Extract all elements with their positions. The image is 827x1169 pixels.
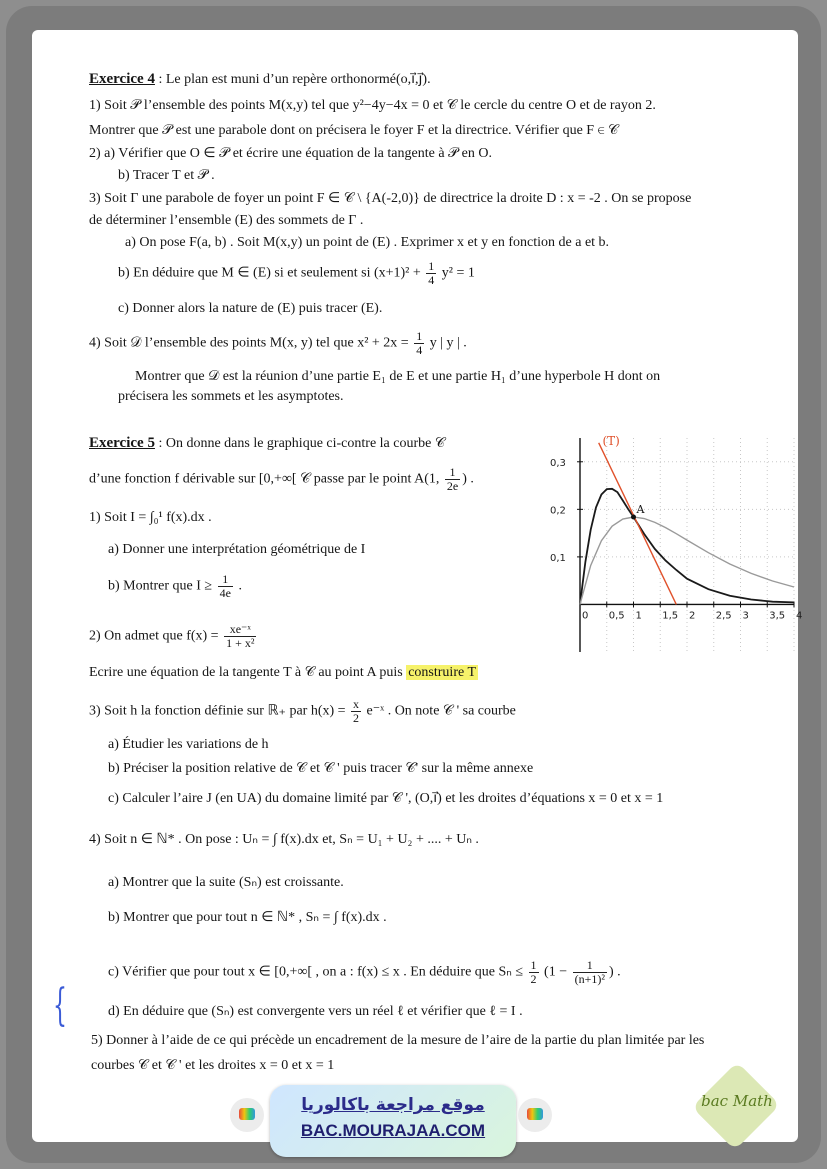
ex4-line-11: Montrer que 𝒟 est la réunion d’une partie E₁ de E et une partie H₁ d’une hyperbole H dont on [135, 369, 661, 384]
ex5-line-8: a) Étudier les variations de h [108, 737, 269, 752]
fraction [218, 573, 233, 600]
ex5-line-1 [89, 466, 474, 493]
ex5-line-6 [89, 664, 478, 682]
fraction [414, 330, 424, 357]
point-a-label: A [636, 502, 645, 516]
ex5-line-15: d) En déduire que (Sₙ) est convergente vers un réel ℓ et vérifier que ℓ = I . [108, 1004, 523, 1019]
ex5-line-14-end: ) . [608, 964, 621, 980]
ex5-line-4-text: b) Montrer que I ≥ [108, 578, 216, 594]
fraction-num: 1 [428, 259, 435, 273]
ex5-line-1-text: d’une fonction f dérivable sur [0,+∞[ 𝒞 passe par le point A(1, [89, 471, 443, 487]
ex4-line-6: de déterminer l’ensemble (E) des sommets de Γ . [89, 213, 364, 228]
fraction-num: 1 [416, 329, 423, 343]
ex5-line-4-end: . [234, 578, 242, 594]
fraction [529, 959, 539, 986]
y-tick-label: 0,3 [550, 457, 566, 469]
ex4-line-8 [118, 260, 475, 287]
site-url[interactable]: BAC.MOURAJAA.COM [300, 1121, 486, 1140]
ex5-line-14-text: c) Vérifier que pour tout x ∈ [0,+∞[ , on a : f(x) ≤ x . En déduire que Sₙ ≤ [108, 964, 527, 980]
ex4-line-8-text: b) En déduire que M ∈ (E) si et seulement si (x+1)² + [118, 265, 425, 281]
x-tick-label: 2,5 [715, 610, 732, 622]
ex4-line-2: Montrer que 𝒫 est une parabole dont on précisera le foyer F et la directrice. Vérifier que F ∈ 𝒞 [89, 123, 619, 138]
ex4-line-10-end: y | y | . [426, 335, 467, 351]
ex4-line-8-end: y² = 1 [438, 265, 475, 281]
ex5-line-2: 1) Soit I = ∫₀¹ f(x).dx . [89, 510, 212, 525]
site-logo-left [230, 1098, 264, 1132]
fraction-num: x [353, 697, 360, 711]
ex5-heading [89, 434, 445, 453]
fraction [426, 260, 436, 287]
point-a [631, 514, 636, 519]
ex5-line-5 [89, 623, 258, 650]
ex4-line-10-text: 4) Soit 𝒟 l’ensemble des points M(x, y) tel que x² + 2x = [89, 335, 413, 351]
x-tick-label: 3 [742, 610, 749, 622]
fraction-den: 1 + x² [226, 636, 255, 650]
series-line-3 [599, 443, 677, 605]
ex4-line-1: 1) Soit 𝒫 l’ensemble des points M(x,y) tel que y²−4y−4x = 0 et 𝒞 le cercle du centre O et de rayon 2. [89, 98, 656, 113]
ex4-heading [89, 70, 431, 89]
ex4-line-12: précisera les sommets et les asymptotes. [118, 389, 344, 404]
ex5-line-7 [89, 698, 516, 725]
fraction-den: 4 [428, 273, 435, 287]
fraction-den: 4 [416, 343, 423, 357]
ex5-line-4 [108, 573, 242, 600]
y-tick-label: 0,1 [550, 552, 566, 564]
fraction-den: (n+1)² [574, 972, 605, 986]
x-tick-label: 1,5 [662, 610, 679, 622]
ex5-line-1-end: ) . [462, 471, 474, 487]
x-tick-label: 4 [796, 610, 803, 622]
ex5-line-12: a) Montrer que la suite (Sₙ) est croissante. [108, 875, 344, 890]
ex4-line-5: 3) Soit Γ une parabole de foyer un point F ∈ 𝒞 \ {A(-2,0)} de directrice la droite D : x = -2 . On se propose [89, 191, 692, 206]
ex4-line-9: c) Donner alors la nature de (E) puis tracer (E). [118, 301, 383, 316]
ex5-line-14-mid: (1 − [540, 964, 571, 980]
ex5-line-6-text: Ecrire une équation de la tangente T à 𝒞 au point A puis [89, 665, 407, 680]
ex5-line-14 [108, 959, 621, 986]
bac-math-badge-text: bac Math [701, 1092, 773, 1110]
ex5-line-5-text: 2) On admet que f(x) = [89, 628, 223, 644]
x-tick-label: 0 [582, 610, 589, 622]
site-name-arabic[interactable]: موقع مراجعة باكالوريا [301, 1095, 485, 1115]
ex5-line-11: 4) Soit n ∈ ℕ* . On pose : Uₙ = ∫ f(x).dx et, Sₙ = U₁ + U₂ + .... + Uₙ . [89, 832, 479, 847]
x-tick-label: 2 [689, 610, 696, 622]
ex4-line-7: a) On pose F(a, b) . Soit M(x,y) un point de (E) . Exprimer x et y en fonction de a et b. [125, 235, 610, 250]
ex5-intro: : On donne dans le graphique ci-contre la courbe 𝒞 [154, 436, 446, 451]
fraction [573, 959, 607, 986]
ex5-line-13: b) Montrer que pour tout n ∈ ℕ* , Sₙ = ∫ f(x).dx . [108, 910, 387, 925]
fraction-den: 2 [530, 972, 537, 986]
tangent-label: (T) [602, 434, 620, 449]
ex5-line-9: b) Préciser la position relative de 𝒞 et 𝒞 ' puis tracer 𝒞' sur la même annexe [108, 761, 534, 776]
ex4-intro: : Le plan est muni d’un repère orthonormé(o,i⃗,j⃗). [154, 72, 431, 87]
fraction [445, 466, 460, 493]
fraction-den: 4e [219, 586, 231, 600]
function-graph [548, 430, 803, 685]
ex5-title: Exercice 5 [89, 435, 155, 451]
ex5-line-17: courbes 𝒞 et 𝒞 ' et les droites x = 0 et x = 1 [91, 1058, 335, 1073]
site-footer-banner[interactable] [270, 1085, 516, 1157]
x-tick-label: 0,5 [608, 610, 625, 622]
x-tick-label: 1 [635, 610, 642, 622]
ex4-line-4: b) Tracer T et 𝒫 . [118, 168, 215, 183]
fraction [224, 623, 256, 650]
x-tick-label: 3,5 [769, 610, 786, 622]
ex5-line-3: a) Donner une interprétation géométrique de I [108, 542, 366, 557]
fraction-den: 2 [353, 711, 360, 725]
ex4-line-3: 2) a) Vérifier que O ∈ 𝒫 et écrire une équation de la tangente à 𝒫 en O. [89, 146, 492, 161]
ex4-line-10 [89, 330, 467, 357]
fraction [351, 698, 361, 725]
ex4-title: Exercice 4 [89, 71, 155, 87]
ex5-line-7-text: 3) Soit h la fonction définie sur ℝ₊ par h(x) = [89, 703, 350, 719]
ex5-line-16: 5) Donner à l’aide de ce qui précède un encadrement de la mesure de l’aire de la partie du plan limitée par les [91, 1033, 705, 1048]
site-logo-right [518, 1098, 552, 1132]
fraction-den: 2e [446, 479, 459, 493]
fraction-num: 1 [573, 959, 607, 973]
fraction-num: 1 [218, 573, 233, 587]
fraction-num: xe⁻ˣ [224, 623, 256, 637]
fraction-num: 1 [530, 958, 537, 972]
ex5-line-7-end: e⁻ˣ . On note 𝒞 ' sa courbe [363, 703, 516, 719]
highlighted-text: construire T [408, 665, 476, 680]
fraction-num: 1 [445, 466, 460, 480]
y-tick-label: 0,2 [550, 505, 566, 517]
brace-mark: { [53, 980, 67, 1031]
ex5-line-10: c) Calculer l’aire J (en UA) du domaine limité par 𝒞 ', (O,i⃗) et les droites d’équations x = 0 et x = 1 [108, 791, 664, 806]
